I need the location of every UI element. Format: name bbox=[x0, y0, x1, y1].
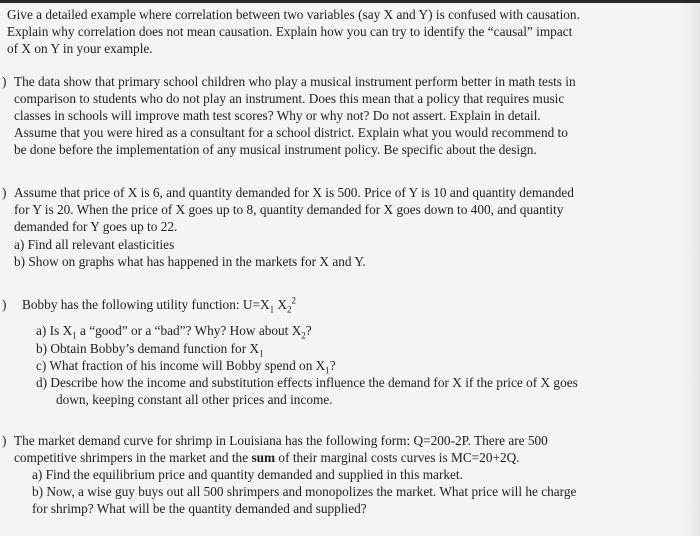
q3-part-a: a) Is $X_1$ a “good” or a “bad”? Why? How about $X_2$? bbox=[36, 323, 312, 341]
q1-line-3: classes in schools will improve math test scores? Why or why not? Do not assert. Explain in detail. bbox=[14, 108, 541, 123]
q1-marker: ) bbox=[2, 74, 7, 89]
q4-line-2: competitive shrimpers in the market and the sum of their marginal costs curves is MC=20+2Q. bbox=[14, 450, 520, 465]
q2-line-2: for Y is 20. When the price of X goes up to 8, quantity demanded for X goes down to 400, and quantity bbox=[14, 202, 564, 217]
q3-part-d-line-2: down, keeping constant all other prices and income. bbox=[56, 392, 333, 407]
q1-line-2: comparison to students who do not play an instrument. Does this mean that a policy that requires music bbox=[14, 91, 565, 106]
q0-line-3: of X on Y in your example. bbox=[7, 41, 153, 56]
top-edge bbox=[0, 0, 700, 3]
q0-line-1: Give a detailed example where correlation between two variables (say X and Y) is confused with causation. bbox=[7, 7, 580, 22]
q2-part-b: b) Show on graphs what has happened in the markets for X and Y. bbox=[14, 254, 366, 269]
q3-part-b: b) Obtain Bobby’s demand function for $X_1$ bbox=[36, 341, 264, 359]
q0-line-2: Explain why correlation does not mean causation. Explain how you can try to identify the “causal” impact bbox=[7, 24, 573, 39]
q1-line-4: Assume that you were hired as a consultant for a school district. Explain what you would recommend to bbox=[14, 125, 568, 140]
q3-part-c: c) What fraction of his income will Bobby spend on $X_1$? bbox=[36, 358, 336, 376]
q3-marker: ) bbox=[2, 297, 7, 312]
q2-part-a: a) Find all relevant elasticities bbox=[14, 237, 175, 252]
q4-part-b-line-2: for shrimp? What will be the quantity demanded and supplied? bbox=[32, 501, 367, 516]
q2-line-3: demanded for Y goes up to 22. bbox=[14, 219, 178, 234]
q4-marker: ) bbox=[2, 433, 7, 448]
q4-part-b-line-1: b) Now, a wise guy buys out all 500 shrimpers and monopolizes the market. What price will he charge bbox=[32, 484, 577, 499]
q2-line-1: Assume that price of X is 6, and quantity demanded for X is 500. Price of Y is 10 and quantity demanded bbox=[14, 185, 574, 200]
q4-line-1: The market demand curve for shrimp in Louisiana has the following form: Q=200-2P. There are 500 bbox=[14, 433, 548, 448]
q3-part-d-line-1: d) Describe how the income and substitution effects influence the demand for X if the price of X goes bbox=[36, 375, 578, 390]
q3-intro: Bobby has the following utility function: $U=X_1$ $X_2^2$ bbox=[22, 295, 297, 315]
q1-line-5: be done before the implementation of any musical instrument policy. Be specific about the design. bbox=[14, 142, 537, 157]
q4-part-a: a) Find the equilibrium price and quantity demanded and supplied in this market. bbox=[32, 467, 463, 482]
q1-line-1: The data show that primary school children who play a musical instrument perform better in math tests in bbox=[14, 74, 576, 89]
q4-bold-sum: sum bbox=[251, 450, 276, 465]
page-shadow bbox=[682, 0, 700, 536]
q2-marker: ) bbox=[2, 185, 7, 200]
